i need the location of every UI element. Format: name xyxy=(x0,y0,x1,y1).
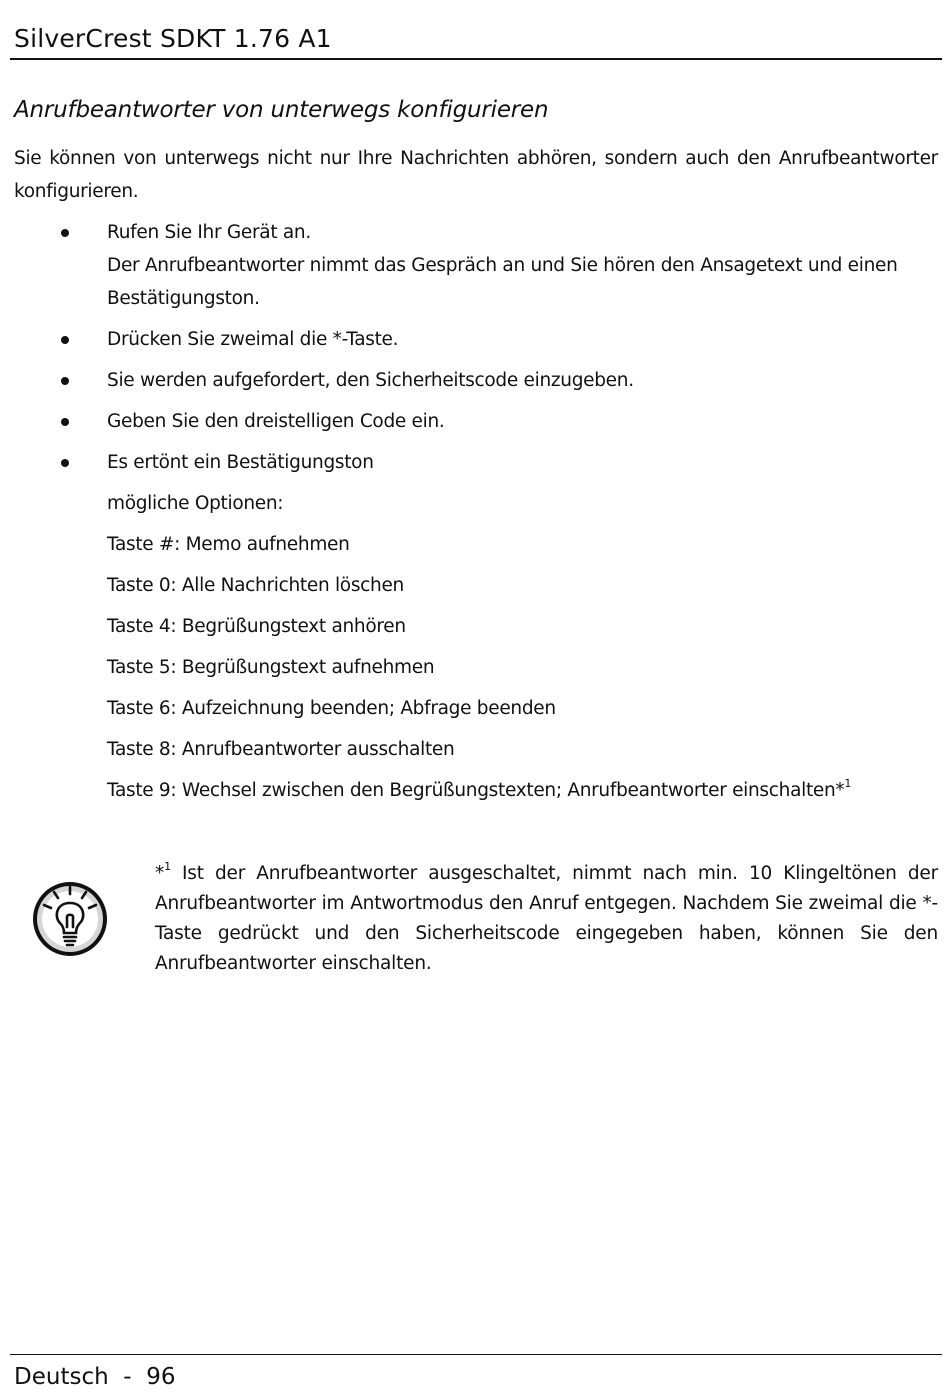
option-item: Taste #: Memo aufnehmen xyxy=(107,534,350,555)
step-text: Geben Sie den dreistelligen Code ein. xyxy=(107,411,445,432)
footnote-mark: 1 xyxy=(844,777,852,790)
option-item: Taste 0: Alle Nachrichten löschen xyxy=(107,575,404,596)
lightbulb-icon xyxy=(30,879,110,959)
header-title: SilverCrest SDKT 1.76 A1 xyxy=(14,24,332,53)
option-item-text: Taste 9: Wechsel zwischen den Begrüßungstexten; Anrufbeantworter einschalten* xyxy=(107,780,845,801)
step-text: Es ertönt ein Bestätigungston xyxy=(107,452,374,473)
option-item: Taste 8: Anrufbeantworter ausschalten xyxy=(107,739,455,760)
note-body: Ist der Anrufbeantworter ausgeschaltet, nimmt nach min. 10 Klingeltönen der Anrufbeantworter im Antwortmodus den Anruf entgegen. Nachdem Sie zweimal die *-Taste gedrückt und den Sicherheitscode eingegeben haben, können Sie den Anrufbeantworter einschalten. xyxy=(155,863,938,974)
step-text: Sie werden aufgefordert, den Sicherheitscode einzugeben. xyxy=(107,370,634,391)
step-text: Drücken Sie zweimal die *-Taste. xyxy=(107,329,399,350)
step-continuation: Der Anrufbeantworter nimmt das Gespräch an und Sie hören den Ansagetext und einen xyxy=(107,255,898,276)
intro-paragraph: Sie können von unterwegs nicht nur Ihre Nachrichten abhören, sondern auch den Anrufbeantworter konfigurieren. xyxy=(14,148,938,202)
note-mark: * xyxy=(155,863,165,884)
option-item: Taste 4: Begrüßungstext anhören xyxy=(107,616,406,637)
header-rule xyxy=(10,58,942,60)
option-item: Taste 5: Begrüßungstext aufnehmen xyxy=(107,657,435,678)
note-text xyxy=(155,859,938,979)
options-label: mögliche Optionen: xyxy=(107,493,284,514)
step-text: Rufen Sie Ihr Gerät an. xyxy=(107,222,311,243)
bullet xyxy=(59,364,71,397)
option-item-last xyxy=(107,774,851,807)
bullet xyxy=(59,405,71,438)
option-item: Taste 6: Aufzeichnung beenden; Abfrage beenden xyxy=(107,698,556,719)
note-mark-superscript: 1 xyxy=(164,860,171,873)
step-continuation: Bestätigungston. xyxy=(107,288,260,309)
section-heading: Anrufbeantworter von unterwegs konfigurieren xyxy=(14,97,549,123)
bullet xyxy=(59,446,71,479)
footer-page-label: Deutsch - 96 xyxy=(14,1364,176,1390)
bullet xyxy=(59,323,71,356)
bullet xyxy=(59,216,71,249)
footer-rule xyxy=(10,1354,942,1355)
